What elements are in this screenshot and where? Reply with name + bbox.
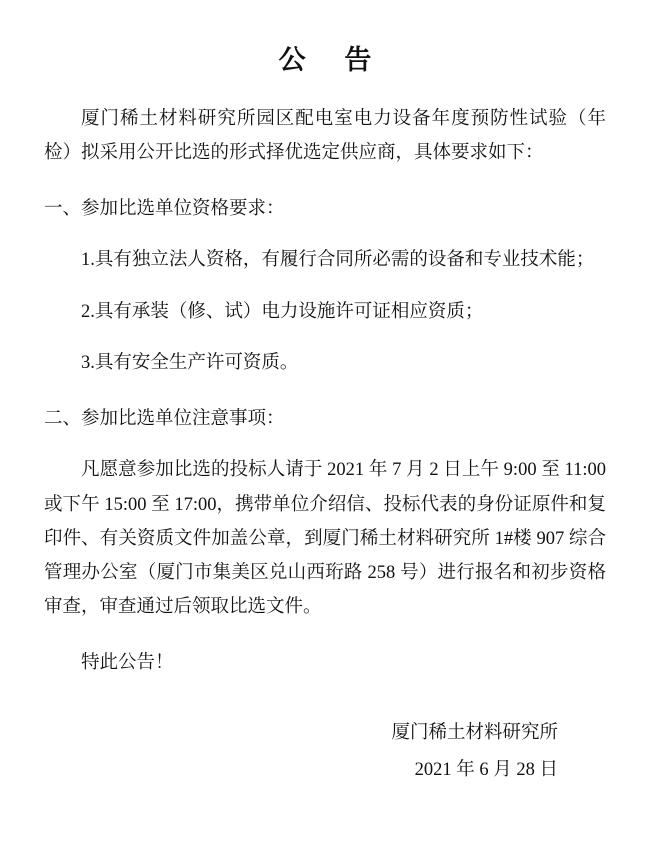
signature-block — [44, 715, 606, 789]
signature-organization: 厦门稀土材料研究所 — [391, 722, 558, 743]
section-heading-2: 二、参加比选单位注意事项： — [44, 409, 285, 430]
section-1-item-1: 1.具有独立法人资格，有履行合同所必需的设备和专业技术能； — [81, 250, 595, 271]
page-title: 公 告 — [278, 45, 388, 75]
signature-date: 2021 年 6 月 28 日 — [414, 759, 558, 780]
closing-paragraph: 特此公告！ — [81, 653, 174, 674]
section-2-paragraph-1: 凡愿意参加比选的投标人请于 2021 年 7 月 2 日上午 9:00 至 11:00 或下午 15:00 至 17:00，携带单位介绍信、投标代表的身份证原件和复印件、有关资质文件加盖公章，到厦门稀土材料研究所 1#楼 907 综合管理办公室（厦门市集美区兑山西珩路 258 号）进行报名和初步资格审查，审查通过后领取比选文件。 — [44, 460, 606, 618]
section-heading-1: 一、参加比选单位资格要求： — [44, 199, 285, 220]
section-1-item-2: 2.具有承装（修、试）电力设施许可证相应资质； — [81, 301, 484, 322]
document-body — [44, 102, 606, 681]
intro-paragraph: 厦门稀土材料研究所园区配电室电力设备年度预防性试验（年检）拟采用公开比选的形式择优选定供应商，具体要求如下： — [44, 108, 606, 164]
section-1-item-3: 3.具有安全生产许可资质。 — [81, 352, 299, 373]
